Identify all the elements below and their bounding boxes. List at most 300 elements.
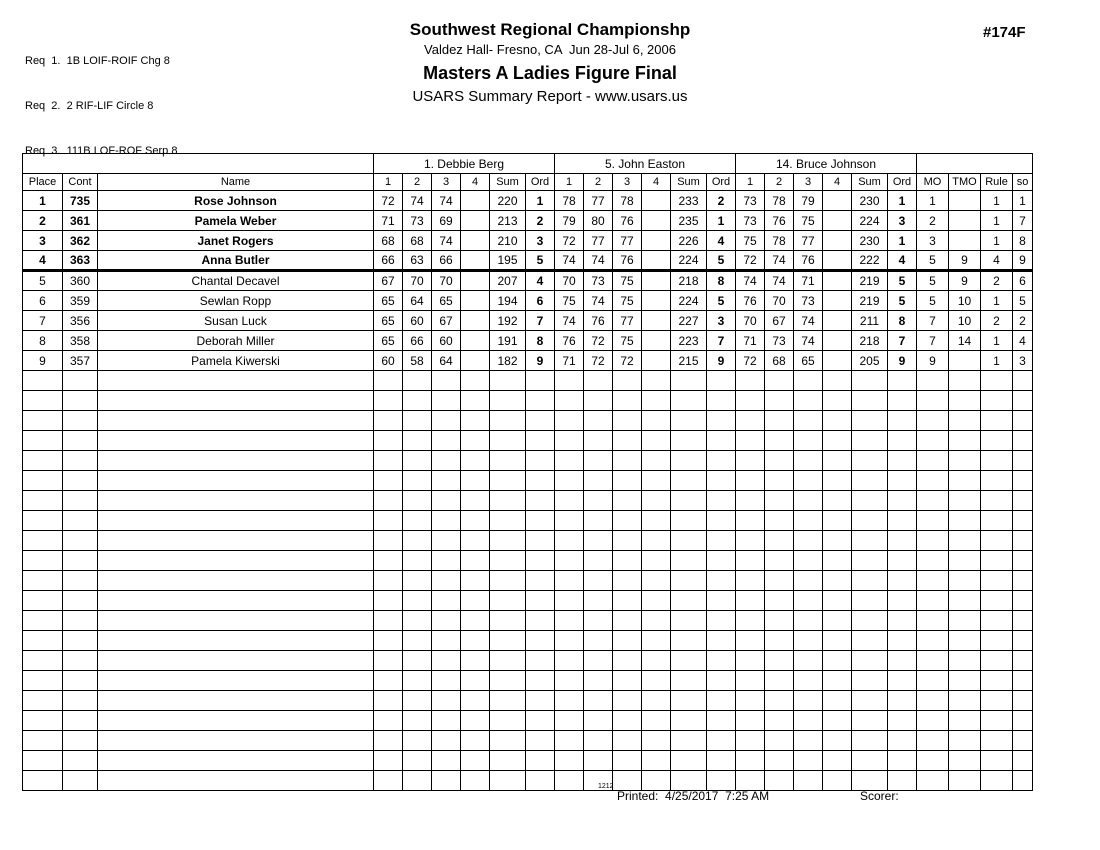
cell-score: 60 xyxy=(403,311,432,331)
cell-score xyxy=(555,611,584,631)
cell-sum: 207 xyxy=(490,271,526,291)
header-judge2-4: 4 xyxy=(642,174,671,191)
cell-score xyxy=(403,491,432,511)
cell-score xyxy=(461,331,490,351)
division-title: Masters A Ladies Figure Final xyxy=(423,63,677,83)
cell-score xyxy=(671,411,707,431)
cell-score xyxy=(642,611,671,631)
cell-cont: 362 xyxy=(63,231,98,251)
cell-tail xyxy=(981,551,1013,571)
cell-sum: 222 xyxy=(852,251,888,271)
cell-cont: 357 xyxy=(63,351,98,371)
empty-table-row xyxy=(23,511,1033,531)
cell-name xyxy=(98,651,374,671)
cell-score xyxy=(403,551,432,571)
cell-score xyxy=(642,411,671,431)
cell-sum: 205 xyxy=(852,351,888,371)
cell-score xyxy=(765,611,794,631)
cell-score xyxy=(794,531,823,551)
cell-score xyxy=(374,531,403,551)
header-judge3-2: 2 xyxy=(765,174,794,191)
empty-table-row xyxy=(23,711,1033,731)
cell-ord xyxy=(707,731,736,751)
cell-score: 74 xyxy=(555,251,584,271)
cell-ord xyxy=(888,671,917,691)
cell-score xyxy=(765,751,794,771)
cell-score: 70 xyxy=(736,311,765,331)
cell-score xyxy=(765,631,794,651)
cell-score xyxy=(432,611,461,631)
cell-score xyxy=(613,631,642,651)
cell-score xyxy=(794,391,823,411)
cell-score xyxy=(490,651,526,671)
cell-score xyxy=(490,571,526,591)
cell-score: 76 xyxy=(736,291,765,311)
cell-ord xyxy=(707,371,736,391)
cell-score: 77 xyxy=(794,231,823,251)
cell-ord xyxy=(888,711,917,731)
cell-score xyxy=(584,551,613,571)
cell-ord: 9 xyxy=(888,351,917,371)
cell-ord xyxy=(888,631,917,651)
cell-tmo xyxy=(949,231,981,251)
cell-tail xyxy=(917,651,949,671)
cell-score xyxy=(613,611,642,631)
cell-score xyxy=(765,491,794,511)
cell-score xyxy=(671,571,707,591)
cell-ord xyxy=(707,491,736,511)
cell-score xyxy=(852,671,888,691)
report-title: USARS Summary Report - www.usars.us xyxy=(412,88,688,105)
empty-table-row xyxy=(23,551,1033,571)
cell-sum: 191 xyxy=(490,331,526,351)
cell-cont xyxy=(63,711,98,731)
cell-score: 79 xyxy=(555,211,584,231)
cell-ord: 5 xyxy=(526,251,555,271)
cell-place: 1 xyxy=(23,191,63,211)
cell-tail xyxy=(1013,611,1033,631)
cell-score xyxy=(374,771,403,791)
cell-ord xyxy=(707,671,736,691)
cell-ord: 7 xyxy=(888,331,917,351)
cell-tail xyxy=(1013,731,1033,751)
cell-place xyxy=(23,451,63,471)
cell-tail xyxy=(1013,751,1033,771)
cell-tail xyxy=(1013,491,1033,511)
cell-tail xyxy=(981,691,1013,711)
cell-score xyxy=(642,471,671,491)
cell-tail xyxy=(949,571,981,591)
cell-cont xyxy=(63,651,98,671)
cell-cont xyxy=(63,671,98,691)
cell-score xyxy=(671,471,707,491)
cell-score xyxy=(490,631,526,651)
cell-score xyxy=(736,411,765,431)
cell-score: 71 xyxy=(736,331,765,351)
cell-score xyxy=(584,491,613,511)
cell-tail xyxy=(981,591,1013,611)
table-row xyxy=(23,211,1033,231)
cell-tail xyxy=(949,771,981,791)
event-number: #174F xyxy=(983,24,1026,41)
cell-tail xyxy=(1013,371,1033,391)
cell-tail xyxy=(917,771,949,791)
cell-score xyxy=(555,671,584,691)
cell-sum: 235 xyxy=(671,211,707,231)
header-judge3-ord: Ord xyxy=(888,174,917,191)
cell-score xyxy=(671,731,707,751)
cell-place xyxy=(23,691,63,711)
cell-score xyxy=(736,371,765,391)
cell-score xyxy=(461,411,490,431)
cell-score xyxy=(823,371,852,391)
cell-tail xyxy=(917,451,949,471)
cell-score xyxy=(642,551,671,571)
cell-cont xyxy=(63,751,98,771)
cell-score xyxy=(461,731,490,751)
event-title: Southwest Regional Championshp xyxy=(409,20,691,39)
table-row xyxy=(23,271,1033,291)
cell-score: 71 xyxy=(794,271,823,291)
cell-cont xyxy=(63,571,98,591)
cell-score xyxy=(823,491,852,511)
cell-ord: 4 xyxy=(526,271,555,291)
cell-score xyxy=(432,631,461,651)
header-judge3-sum: Sum xyxy=(852,174,888,191)
cell-score xyxy=(613,551,642,571)
cell-score: 76 xyxy=(613,251,642,271)
cell-score xyxy=(584,531,613,551)
cell-score xyxy=(671,691,707,711)
table-row xyxy=(23,351,1033,371)
cell-ord xyxy=(707,711,736,731)
cell-ord: 8 xyxy=(707,271,736,291)
cell-score xyxy=(555,731,584,751)
cell-score xyxy=(490,611,526,631)
cell-score: 70 xyxy=(555,271,584,291)
cell-score xyxy=(613,471,642,491)
cell-tmo xyxy=(949,191,981,211)
cell-score: 67 xyxy=(765,311,794,331)
cell-tail xyxy=(917,511,949,531)
cell-score xyxy=(823,611,852,631)
cell-tail xyxy=(917,711,949,731)
cell-ord xyxy=(707,611,736,631)
cell-so: 5 xyxy=(1013,291,1033,311)
cell-score xyxy=(794,711,823,731)
cell-ord xyxy=(526,591,555,611)
cell-score xyxy=(555,411,584,431)
header-rule: Rule xyxy=(981,174,1013,191)
cell-place xyxy=(23,371,63,391)
cell-place xyxy=(23,671,63,691)
cell-ord: 3 xyxy=(707,311,736,331)
cell-score xyxy=(736,571,765,591)
cell-score xyxy=(736,711,765,731)
cell-score xyxy=(736,491,765,511)
cell-score xyxy=(613,491,642,511)
cell-score: 71 xyxy=(374,211,403,231)
table-row xyxy=(23,231,1033,251)
cell-rule: 1 xyxy=(981,331,1013,351)
cell-ord: 1 xyxy=(888,191,917,211)
cell-score xyxy=(823,311,852,331)
cell-score xyxy=(461,471,490,491)
cell-ord xyxy=(526,371,555,391)
cell-score xyxy=(490,491,526,511)
cell-score: 78 xyxy=(765,231,794,251)
cell-score xyxy=(823,591,852,611)
cell-score xyxy=(613,411,642,431)
cell-ord xyxy=(707,411,736,431)
cell-tail xyxy=(949,471,981,491)
cell-score xyxy=(374,591,403,611)
cell-name xyxy=(98,731,374,751)
cell-score xyxy=(852,631,888,651)
cell-cont xyxy=(63,371,98,391)
cell-score xyxy=(584,511,613,531)
cell-tail xyxy=(981,711,1013,731)
column-header-row xyxy=(23,174,1033,191)
header-so: so xyxy=(1013,174,1033,191)
cell-rule: 4 xyxy=(981,251,1013,271)
cell-score xyxy=(555,431,584,451)
cell-tail xyxy=(1013,451,1033,471)
cell-score xyxy=(794,751,823,771)
cell-tail xyxy=(917,371,949,391)
cell-name xyxy=(98,711,374,731)
cell-score xyxy=(403,371,432,391)
cell-tail xyxy=(981,431,1013,451)
cell-name xyxy=(98,531,374,551)
cell-score xyxy=(642,391,671,411)
cell-score xyxy=(736,611,765,631)
cell-tail xyxy=(1013,471,1033,491)
cell-score xyxy=(490,711,526,731)
cell-name xyxy=(98,771,374,791)
cell-score xyxy=(765,571,794,591)
cell-score xyxy=(852,391,888,411)
cell-ord xyxy=(526,511,555,531)
cell-ord: 2 xyxy=(707,191,736,211)
cell-tail xyxy=(981,491,1013,511)
cell-cont xyxy=(63,431,98,451)
cell-score xyxy=(794,591,823,611)
cell-score xyxy=(823,191,852,211)
cell-score xyxy=(374,731,403,751)
cell-place xyxy=(23,411,63,431)
cell-score xyxy=(613,391,642,411)
cell-score xyxy=(584,451,613,471)
cell-score xyxy=(461,591,490,611)
cell-tail xyxy=(1013,411,1033,431)
cell-score xyxy=(736,511,765,531)
cell-score xyxy=(613,751,642,771)
cell-score xyxy=(765,451,794,471)
cell-score xyxy=(490,411,526,431)
cell-score xyxy=(671,391,707,411)
cell-score: 60 xyxy=(374,351,403,371)
cell-score xyxy=(461,531,490,551)
cell-cont xyxy=(63,691,98,711)
scorer-label: Scorer: xyxy=(860,789,899,803)
cell-score xyxy=(671,651,707,671)
cell-tail xyxy=(917,611,949,631)
cell-ord xyxy=(888,551,917,571)
cell-rule: 2 xyxy=(981,271,1013,291)
cell-score: 70 xyxy=(432,271,461,291)
cell-ord: 1 xyxy=(526,191,555,211)
cell-score xyxy=(461,511,490,531)
cell-score xyxy=(642,311,671,331)
cell-place xyxy=(23,751,63,771)
cell-score xyxy=(823,631,852,651)
cell-score xyxy=(403,591,432,611)
cell-score xyxy=(403,771,432,791)
empty-table-row xyxy=(23,431,1033,451)
cell-score xyxy=(584,571,613,591)
cell-cont xyxy=(63,451,98,471)
cell-score xyxy=(461,751,490,771)
cell-score xyxy=(374,751,403,771)
cell-score: 79 xyxy=(794,191,823,211)
cell-score xyxy=(461,211,490,231)
cell-ord xyxy=(707,771,736,791)
judge-name-cell-1: 1. Debbie Berg xyxy=(374,154,555,174)
cell-score xyxy=(794,611,823,631)
cell-score xyxy=(555,711,584,731)
cell-score xyxy=(461,611,490,631)
cell-tail xyxy=(917,671,949,691)
cell-ord xyxy=(526,431,555,451)
cell-score xyxy=(823,691,852,711)
cell-ord xyxy=(707,551,736,571)
cell-score: 75 xyxy=(555,291,584,311)
cell-name xyxy=(98,671,374,691)
cell-ord xyxy=(707,511,736,531)
cell-score xyxy=(823,471,852,491)
cell-score xyxy=(432,451,461,471)
cell-name: Sewlan Ropp xyxy=(98,291,374,311)
cell-place xyxy=(23,571,63,591)
cell-name xyxy=(98,371,374,391)
cell-score xyxy=(555,571,584,591)
cell-score xyxy=(765,551,794,571)
cell-cont xyxy=(63,551,98,571)
cell-ord xyxy=(526,531,555,551)
cell-score xyxy=(852,751,888,771)
cell-score xyxy=(642,251,671,271)
cell-score: 78 xyxy=(555,191,584,211)
cell-score xyxy=(794,731,823,751)
cell-score: 76 xyxy=(555,331,584,351)
cell-score: 64 xyxy=(403,291,432,311)
cell-score: 63 xyxy=(403,251,432,271)
cell-tail xyxy=(949,691,981,711)
cell-place xyxy=(23,631,63,651)
cell-ord xyxy=(707,451,736,471)
cell-ord xyxy=(888,751,917,771)
cell-score xyxy=(374,651,403,671)
cell-score xyxy=(852,771,888,791)
cell-ord xyxy=(888,531,917,551)
cell-score xyxy=(584,631,613,651)
cell-score xyxy=(794,651,823,671)
cell-score xyxy=(555,631,584,651)
cell-score xyxy=(432,491,461,511)
cell-score: 75 xyxy=(613,271,642,291)
cell-score xyxy=(823,451,852,471)
empty-table-row xyxy=(23,531,1033,551)
cell-ord xyxy=(888,491,917,511)
cell-tail xyxy=(949,751,981,771)
cell-tail xyxy=(1013,771,1033,791)
requirement-line-1: Req 1. 1B LOIF-ROIF Chg 8 xyxy=(25,55,170,67)
cell-score xyxy=(461,651,490,671)
cell-score xyxy=(403,651,432,671)
cell-ord: 3 xyxy=(526,231,555,251)
cell-ord: 2 xyxy=(526,211,555,231)
cell-score: 78 xyxy=(765,191,794,211)
cell-tmo: 9 xyxy=(949,251,981,271)
cell-score xyxy=(490,591,526,611)
cell-ord xyxy=(888,731,917,751)
cell-score: 73 xyxy=(794,291,823,311)
cell-tail xyxy=(917,631,949,651)
cell-score: 76 xyxy=(613,211,642,231)
cell-tail xyxy=(949,531,981,551)
cell-score xyxy=(403,571,432,591)
judge-name-cell-3: 14. Bruce Johnson xyxy=(736,154,917,174)
spacer-cell xyxy=(917,154,1033,174)
cell-score xyxy=(642,451,671,471)
printed-timestamp: Printed: 4/25/2017 7:25 AM xyxy=(617,789,770,803)
cell-score xyxy=(403,451,432,471)
cell-so: 6 xyxy=(1013,271,1033,291)
cell-score xyxy=(794,571,823,591)
cell-score xyxy=(671,451,707,471)
cell-score xyxy=(374,451,403,471)
header-judge1-ord: Ord xyxy=(526,174,555,191)
cell-score xyxy=(671,771,707,791)
cell-score xyxy=(671,371,707,391)
cell-so: 3 xyxy=(1013,351,1033,371)
cell-ord: 4 xyxy=(707,231,736,251)
cell-cont xyxy=(63,611,98,631)
cell-score xyxy=(671,491,707,511)
cell-score xyxy=(823,331,852,351)
cell-place: 8 xyxy=(23,331,63,351)
cell-score xyxy=(642,731,671,751)
header-judge1-3: 3 xyxy=(432,174,461,191)
cell-score xyxy=(432,511,461,531)
cell-score xyxy=(403,411,432,431)
cell-name xyxy=(98,471,374,491)
cell-score xyxy=(671,511,707,531)
empty-table-row xyxy=(23,631,1033,651)
cell-ord xyxy=(888,691,917,711)
cell-tail xyxy=(949,671,981,691)
cell-place xyxy=(23,771,63,791)
cell-score: 78 xyxy=(613,191,642,211)
cell-score xyxy=(852,591,888,611)
cell-score xyxy=(461,451,490,471)
cell-mo: 5 xyxy=(917,251,949,271)
empty-table-row xyxy=(23,411,1033,431)
cell-score xyxy=(823,571,852,591)
cell-score xyxy=(852,551,888,571)
cell-score xyxy=(671,431,707,451)
